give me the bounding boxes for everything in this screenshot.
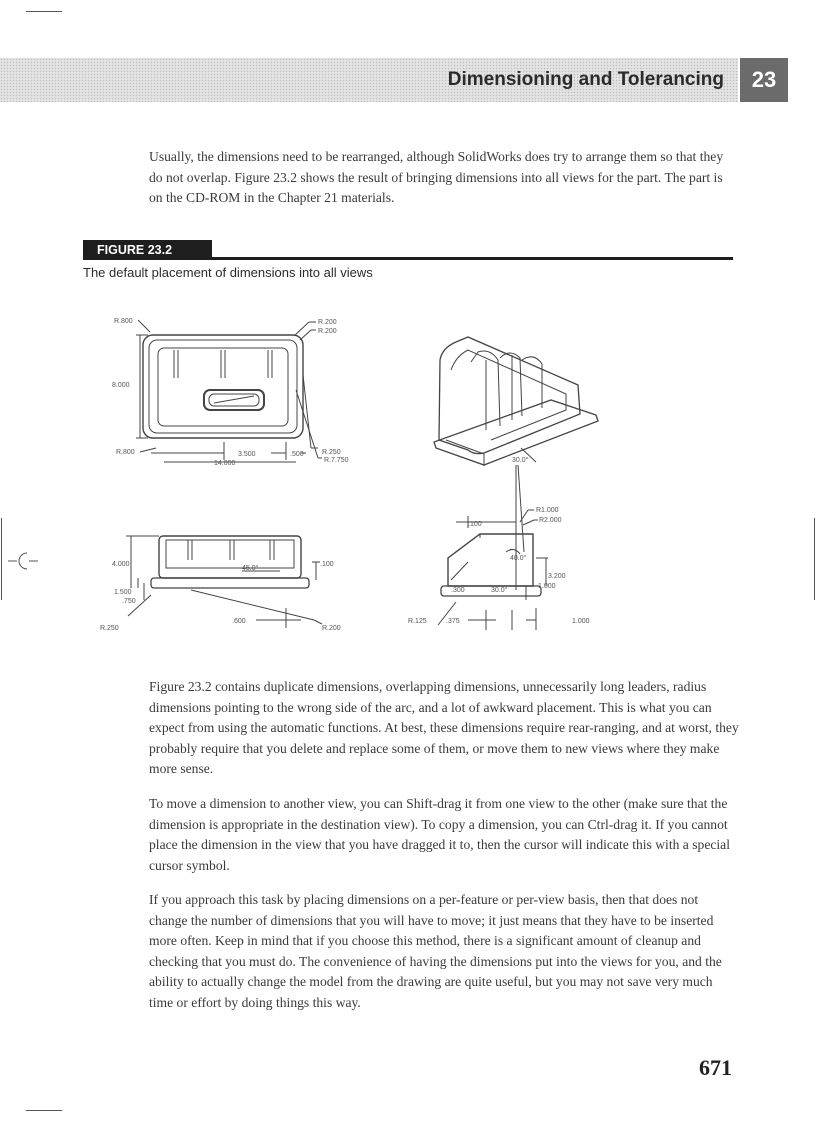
page-number: 671 bbox=[699, 1055, 732, 1080]
dim-side-3200: 3.200 bbox=[548, 573, 566, 580]
figure-label: FIGURE 23.2 bbox=[83, 240, 212, 260]
dim-side-1000-b: 1.000 bbox=[572, 618, 590, 625]
dim-side-r2000: R2.000 bbox=[539, 517, 562, 524]
dim-front-100: .100 bbox=[320, 561, 334, 568]
body-paragraph-3: If you approach this task by placing dimensions on a per-feature or per-view basis, then that does not change the number of dimensions that you will have to move; it just means that they have to be inserted more often. Keep in mind that if you choose this method, there is a significant amount of cleanup and checking that you must do. The convenience of having the dimensions put into the views for you, and the ability to actually change the model from the drawing are quite useful, but you may not save very much time or effort by doing things this way. bbox=[149, 892, 722, 1010]
dim-side-1000: 1.000 bbox=[538, 583, 556, 590]
dim-top-r800: R.800 bbox=[114, 318, 133, 325]
dim-front-4000: 4.000 bbox=[112, 561, 130, 568]
dim-side-r125: R.125 bbox=[408, 618, 427, 625]
dim-front-45: 45.0° bbox=[242, 565, 259, 572]
crop-mark-bottom-left bbox=[26, 1110, 62, 1111]
intro-paragraph: Usually, the dimensions need to be rearranged, although SolidWorks does try to arrange them so that they do not overlap. Figure 23.2 shows the result of bringing dimensions into all views for the part. The part is on the CD-ROM in the Chapter 21 materials. bbox=[149, 149, 724, 206]
figure-rule bbox=[83, 257, 733, 260]
dim-width-500: .500 bbox=[290, 451, 304, 458]
body-paragraph-2: To move a dimension to another view, you can Shift-drag it from one view to the other (make sure that the dimension is appropriate in the destination view). To copy a dimension, you can Ctrl-drag it. If you cannot place the dimension in the view that you have dragged it to, then the cursor will indicate this with a special cursor symbol. bbox=[149, 796, 730, 873]
dim-side-100: .100 bbox=[468, 521, 482, 528]
dim-r7750: R.7.750 bbox=[324, 457, 349, 464]
dim-front-750: .750 bbox=[122, 598, 136, 605]
dim-iso-angle: 30.0° bbox=[512, 457, 529, 464]
front-view bbox=[100, 536, 341, 632]
dim-front-1500: 1.500 bbox=[114, 589, 132, 596]
dim-side-300: .300 bbox=[451, 587, 465, 594]
dim-side-375: .375 bbox=[446, 618, 460, 625]
dim-front-600: .600 bbox=[232, 618, 246, 625]
dim-side-40: 40.0° bbox=[510, 555, 527, 562]
dim-r250-a: R.250 bbox=[322, 449, 341, 456]
dim-width-3500: 3.500 bbox=[238, 451, 256, 458]
dim-height-8000: 8.000 bbox=[112, 382, 130, 389]
dim-side-30: 30.0° bbox=[491, 587, 508, 594]
figure-drawing bbox=[96, 290, 736, 640]
dim-front-r200: R.200 bbox=[322, 625, 341, 632]
crop-mark-top-left bbox=[26, 11, 62, 12]
dim-top-r200-b: R.200 bbox=[318, 328, 337, 335]
body-paragraph-1: Figure 23.2 contains duplicate dimensions, overlapping dimensions, unnecessarily long leaders, radius dimensions pointing to the wrong side of the arc, and a lot of awkward placement. This is what you can expect from using the automatic functions. At best, these dimensions require rear-ranging, and at worst, they probably require that you delete and replace some of them, or move them to new views where they make more sense. bbox=[149, 679, 739, 777]
dim-front-r250: R.250 bbox=[100, 625, 119, 632]
registration-mark-icon bbox=[8, 548, 38, 574]
isometric-view bbox=[434, 337, 598, 590]
crop-mark-right-edge bbox=[814, 518, 815, 600]
dim-width-14000: 14.000 bbox=[214, 460, 236, 467]
figure-caption: The default placement of dimensions into all views bbox=[83, 265, 373, 280]
dim-side-r1000: R1.000 bbox=[536, 507, 559, 514]
side-view bbox=[408, 507, 590, 630]
dim-bottom-r800: R.800 bbox=[116, 449, 135, 456]
dim-top-r200-a: R.200 bbox=[318, 319, 337, 326]
running-header-title: Dimensioning and Tolerancing bbox=[447, 69, 724, 90]
chapter-number-badge: 23 bbox=[740, 58, 788, 102]
top-view bbox=[112, 318, 349, 467]
crop-mark-left-edge bbox=[1, 518, 2, 600]
